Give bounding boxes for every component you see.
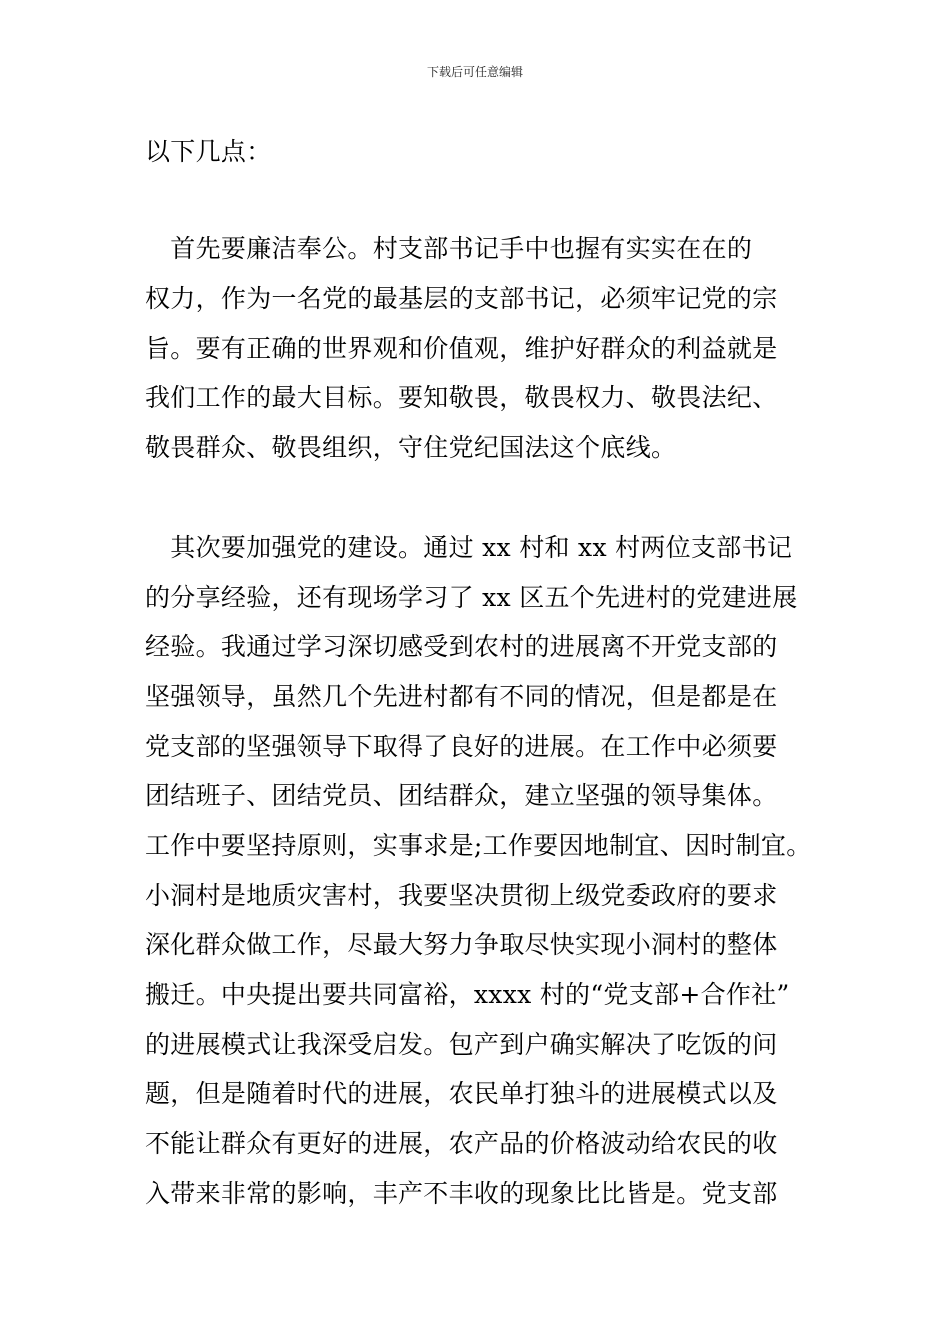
text-line: 坚强领导，虽然几个先进村都有不同的情况，但是都是在	[145, 682, 778, 711]
text-line: 我们工作的最大目标。要知敬畏，敬畏权力、敬畏法纪、	[145, 383, 778, 412]
text-line: 小洞村是地质灾害村，我要坚决贯彻上级党委政府的要求	[145, 881, 778, 910]
text-line: 敬畏群众、敬畏组织，守住党纪国法这个底线。	[145, 433, 677, 462]
text-line: 以下几点：	[145, 137, 272, 166]
text-line: 其次要加强党的建设。通过 xx 村和 xx 村两位支部书记	[145, 533, 793, 562]
text-line: 不能让群众有更好的进展，农产品的价格波动给农民的收	[145, 1129, 778, 1158]
text-line: 的分享经验，还有现场学习了 xx 区五个先进村的党建进展	[145, 583, 798, 612]
text-line: 搬迁。中央提出要共同富裕，xxxx 村的“党支部+合作社”	[145, 980, 790, 1009]
text-line: 经验。我通过学习深切感受到农村的进展离不开党支部的	[145, 632, 778, 661]
text-line: 团结班子、团结党员、团结群众，建立坚强的领导集体。	[145, 781, 778, 810]
page-header: 下载后可任意编辑	[426, 65, 523, 79]
text-line: 的进展模式让我深受启发。包产到户确实解决了吃饭的问	[145, 1030, 778, 1059]
text-line: 首先要廉洁奉公。村支部书记手中也握有实实在在的	[145, 234, 753, 263]
text-line: 党支部的坚强领导下取得了良好的进展。在工作中必须要	[145, 732, 778, 761]
text-line: 权力，作为一名党的最基层的支部书记，必须牢记党的宗	[145, 284, 778, 313]
text-line: 题，但是随着时代的进展，农民单打独斗的进展模式以及	[145, 1079, 778, 1108]
text-line: 入带来非常的影响，丰产不丰收的现象比比皆是。党支部	[145, 1179, 778, 1208]
text-line: 深化群众做工作，尽最大努力争取尽快实现小洞村的整体	[145, 930, 778, 959]
text-line: 旨。要有正确的世界观和价值观，维护好群众的利益就是	[145, 334, 778, 363]
text-line: 工作中要坚持原则，实事求是;工作要因地制宜、因时制宜。	[145, 831, 812, 860]
